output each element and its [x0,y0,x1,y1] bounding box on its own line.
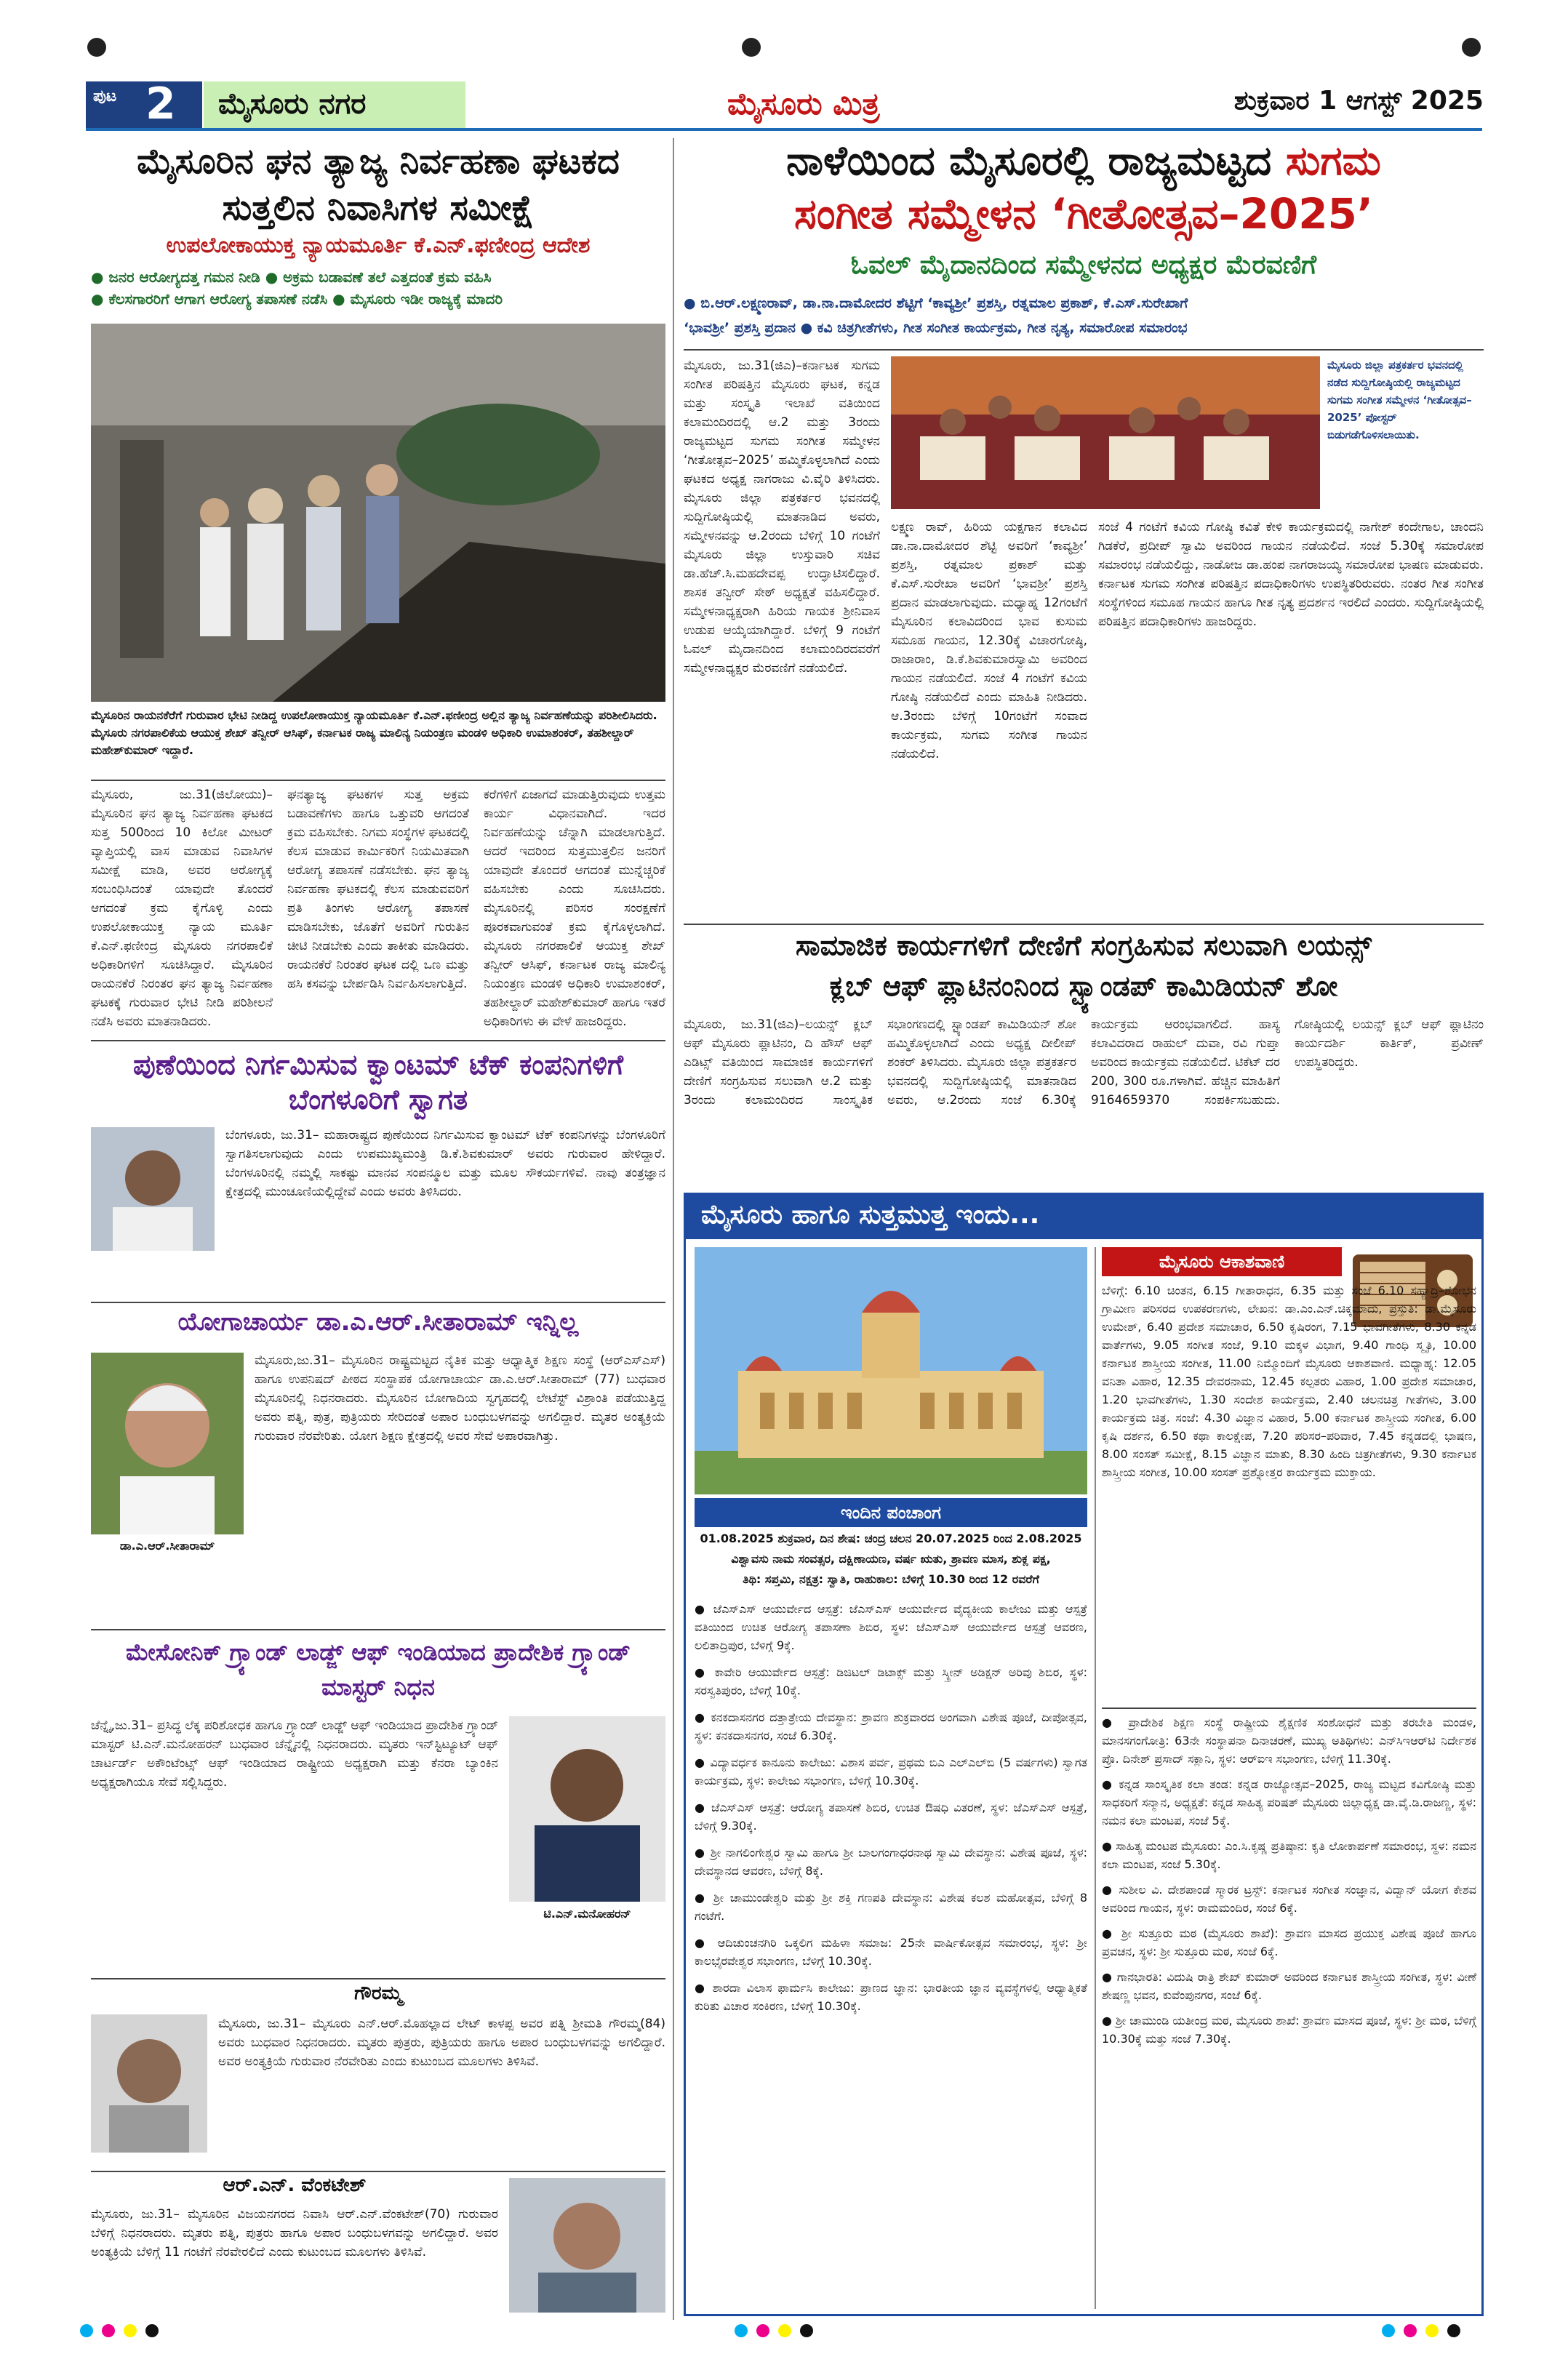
event-item: ● ಶ್ರೀ ನಾಗಲಿಂಗೇಶ್ವರ ಸ್ವಾಮಿ ಹಾಗೂ ಶ್ರೀ ಬಾಲಗಂಗಾಧರನಾಥ ಸ್ವಾಮಿ ದೇವಸ್ಥಾನ: ವಿಶೇಷ ಪೂಜೆ, ಸ್ಥಳ: ದೇವಸ್ಥಾನದ ಆವರಣ, ಬೆಳಿಗ್ಗೆ 8ಕ್ಕೆ. [695,1846,1087,1878]
panchanga-title: ಇಂದಿನ ಪಂಚಾಂಗ [695,1498,1087,1527]
color-bar [80,2324,204,2339]
divider [91,1629,665,1630]
divider [91,1302,665,1303]
lead-headline [684,137,1484,188]
divider [1095,1247,1096,2309]
waste-plant-illustration [91,324,665,702]
lead-headline-line2: ಸಂಗೀತ ಸಮ್ಮೇಳನ ‘ಗೀತೋತ್ಸವ–2025’ [794,189,1373,239]
story-column: ಘನತ್ಯಾಜ್ಯ ಘಟಕಗಳ ಸುತ್ತ ಅಕ್ರಮ ಬಡಾವಣೆಗಳು ಹಾಗೂ ಒತ್ತುವರಿ ಆಗದಂತೆ ಕ್ರಮ ವಹಿಸಬೇಕು. ನಿಗಮ ಸಂಸ್ಥೆಗಳ ಘಟಕದಲ್ಲಿ ಕೆಲಸ ಮಾಡುವ ಕಾರ್ಮಿಕರಿಗೆ ನಿಯಮಿತವಾಗಿ ಆರೋಗ್ಯ ತಪಾಸಣೆ ನಡೆಸಬೇಕು. ಘನ ತ್ಯಾಜ್ಯ ನಿರ್ವಹಣಾ ಘಟಕದಲ್ಲಿ ಕೆಲಸ ಮಾಡುವವರಿಗೆ ಪ್ರತಿ ತಿಂಗಳು ಆರೋಗ್ಯ ತಪಾಸಣೆ ಮಾಡಿಸಬೇಕು, ಜೊತೆಗೆ ಅವರಿಗೆ ಗುರುತಿನ ಚೀಟಿ ನೀಡಬೇಕು ಎಂದು ತಾಕೀತು ಮಾಡಿದರು. ರಾಯನಕೆರೆ ನಿರಂತರ ಘಟಕ ದಲ್ಲಿ ಒಣ ಮತ್ತು ಹಸಿ ಕಸವನ್ನು ಬೇರ್ಪಡಿಸಿ ನಿರ್ವಹಿಸಲಾಗುತ್ತಿದೆ. [287,788,469,991]
story-headline: ಯೋಗಾಚಾರ್ಯ ಡಾ.ಎ.ಆರ್.ಸೀತಾರಾಮ್ ಇನ್ನಿಲ್ಲ [177,1308,579,1337]
obituary-body: ಮೈಸೂರು, ಜು.31– ಮೈಸೂರಿನ ವಿಜಯನಗರದ ನಿವಾಸಿ ಆರ್.ಎನ್.ವೆಂಕಟೇಶ್(70) ಗುರುವಾರ ಬೆಳಿಗ್ಗೆ ನಿಧನರಾದರು. ಮೃತರು ಪತ್ನಿ, ಪುತ್ರರು ಹಾಗೂ ಅಪಾರ ಬಂಧುಬಳಗವನ್ನು ಅಗಲಿದ್ದಾರೆ. ಅವರ ಅಂತ್ಯಕ್ರಿಯೆ ಬೆಳಿಗ್ಗೆ 11 ಗಂಟೆಗೆ ನೆರವೇರಲಿದೆ ಎಂದು ಕುಟುಂಬದ ಮೂಲಗಳು ತಿಳಿಸಿವೆ. [91,2207,498,2259]
event-item: ● ಜೆಎಸ್‌ಎಸ್ ಆಸ್ಪತ್ರೆ: ಆರೋಗ್ಯ ತಪಾಸಣೆ ಶಿಬಿರ, ಉಚಿತ ಔಷಧಿ ವಿತರಣೆ, ಸ್ಥಳ: ಜೆಎಸ್‌ಎಸ್ ಆಸ್ಪತ್ರೆ, ಬೆಳಿಗ್ಗೆ 9.30ಕ್ಕೆ. [695,1801,1087,1833]
obituary-name: ಆರ್.ಎನ್. ವೆಂಕಟೇಶ್ [223,2174,367,2196]
story-subhead: ಉಪಲೋಕಾಯುಕ್ತ ನ್ಯಾಯಮೂರ್ತಿ ಕೆ.ಎನ್.ಫಣೀಂದ್ರ ಆದೇಶ [166,233,591,258]
divider [684,924,1484,925]
lead-bullets [684,291,1484,346]
issue-date: ಶುಕ್ರವಾರ 1 ಆಗಸ್ಟ್ 2025 [1233,86,1484,116]
event-item: ● ಸುಶೀಲ ವಿ. ದೇಶಪಾಂಡೆ ಸ್ಮಾರಕ ಟ್ರಸ್ಟ್: ಕರ್ನಾಟಕ ಸಂಗೀತ ಸಂಜ್ಞಾನ, ವಿದ್ವಾನ್ ಯೋಗ ಕೇಶವ ಅವರಿಂದ ಗಾಯನ, ಸ್ಥಳ: ರಾಮಮಂದಿರ, ಸಂಜೆ 6ಕ್ಕೆ. [1102,1883,1476,1915]
event-item: ● ಶಾರದಾ ವಿಲಾಸ ಫಾರ್ಮಸಿ ಕಾಲೇಜು: ಪ್ರಾಣದ ಜ್ಞಾನ: ಭಾರತೀಯ ಜ್ಞಾನ ವ್ಯವಸ್ಥೆಗಳಲ್ಲಿ ಆಧ್ಯಾತ್ಮಿಕತೆ ಕುರಿತು ವಿಚಾರ ಸಂಕಿರಣ, ಬೆಳಿಗ್ಗೆ 10.30ಕ್ಕೆ. [695,1981,1087,2013]
story-column: ಸಂಜೆ 4 ಗಂಟೆಗೆ ಕವಿಯ ಗೋಷ್ಠಿ ಕವಿತೆ ಕೇಳಿ ಕಾರ್ಯಕ್ರಮದಲ್ಲಿ ನಾಗೇಶ್ ಕಂದೇಗಾಲ, ಚಾಂದನಿ ಗಿಡಕೆರೆ, ಪ್ರದೀಪ್ ಸ್ವಾಮಿ ಅವರಿಂದ ಗಾಯನ ನಡೆಯಲಿದೆ. ಸಂಜೆ 5.30ಕ್ಕೆ ಸಮಾರೋಪ ಸಮಾರಂಭ ನಡೆಯಲಿದ್ದು, ನಾಡೋಜ ಡಾ.ಹಂಪ ನಾಗರಾಜಯ್ಯ ಸಮಾರೋಪ ಭಾಷಣ ಮಾಡುವರು. ಕರ್ನಾಟಕ ಸುಗಮ ಸಂಗೀತ ಪರಿಷತ್ತಿನ ಪದಾಧಿಕಾರಿಗಳು ಉಪಸ್ಥಿತರಿರುವರು. ನಂತರ ಗೀತ ಸಂಗೀತ ಸಂಸ್ಥೆಗಳಿಂದ ಸಮೂಹ ಗಾಯನ ಹಾಗೂ ಗೀತ ನೃತ್ಯ ಪ್ರದರ್ಶನ ಇರಲಿದೆ ಎಂದರು. ಸುದ್ದಿಗೋಷ್ಠಿಯಲ್ಲಿ ಪರಿಷತ್ತಿನ ಪದಾಧಿಕಾರಿಗಳು ಹಾಜರಿದ್ದರು. [1098,520,1484,629]
divider [91,1040,665,1041]
story-body: ಚೆನ್ನೈ,ಜು.31– ಪ್ರಸಿದ್ಧ ಲೆಕ್ಕ ಪರಿಶೋಧಕ ಹಾಗೂ ಗ್ರ್ಯಾಂಡ್ ಲಾಡ್ಜ್ ಆಫ್ ಇಂಡಿಯಾದ ಪ್ರಾದೇಶಿಕ ಗ್ರ್ಯಾಂಡ್ ಮಾಸ್ಟರ್ ಟಿ.ಎನ್.ಮನೋಹರನ್ ಬುಧವಾರ ಚೆನ್ನೈನಲ್ಲಿ ನಿಧನರಾದರು. ಮೃತರು ಇನ್‌ಸ್ಟಿಟ್ಯೂಟ್ ಆಫ್ ಚಾರ್ಟರ್ಡ್ ಅಕೌಂಟೆಂಟ್ಸ್ ಆಫ್ ಇಂಡಿಯಾದ ರಾಷ್ಟ್ರೀಯ ಅಧ್ಯಕ್ಷರಾಗಿ ಮತ್ತು ಕೆನರಾ ಬ್ಯಾಂಕಿನ ಅಧ್ಯಕ್ಷರಾಗಿಯೂ ಸೇವೆ ಸಲ್ಲಿಸಿದ್ದರು. [91,1718,498,1790]
event-item: ● ಸಾಹಿತ್ಯ ಮಂಟಪ ಮೈಸೂರು: ಎಂ.ಸಿ.ಕೃಷ್ಣ ಪ್ರತಿಷ್ಠಾನ: ಕೃತಿ ಲೋಕಾರ್ಪಣೆ ಸಮಾರಂಭ, ಸ್ಥಳ: ನಮನ ಕಲಾ ಮಂಟಪ, ಸಂಜೆ 5.30ಕ್ಕೆ. [1102,1839,1476,1871]
today-title: ಮೈಸೂರು ಹಾಗೂ ಸುತ್ತಮುತ್ತ ಇಂದು... [684,1193,1484,1239]
waste-plant-photo [91,324,665,702]
divider [91,2171,665,2172]
event-item: ● ಆದಿಚುಂಚನಗಿರಿ ಒಕ್ಕಲಿಗ ಮಹಿಳಾ ಸಮಾಜ: 25ನೇ ವಾರ್ಷಿಕೋತ್ಸವ ಸಮಾರಂಭ, ಸ್ಥಳ: ಶ್ರೀ ಕಾಲಭೈರವೇಶ್ವರ ಸಭಾಂಗಣ, ಬೆಳಿಗ್ಗೆ 10.30ಕ್ಕೆ. [695,1936,1087,1968]
story-column: ಲಕ್ಷ್ಮಣ ರಾವ್, ಹಿರಿಯ ಯಕ್ಷಗಾನ ಕಲಾವಿದ ಡಾ.ನಾ.ದಾಮೋದರ ಶೆಟ್ಟಿ ಅವರಿಗೆ ‘ಕಾವ್ಯಶ್ರೀ’ ಪ್ರಶಸ್ತಿ, ರತ್ನಮಾಲ ಪ್ರಕಾಶ್ ಮತ್ತು ಕೆ.ಎಸ್.ಸುರೇಖಾ ಅವರಿಗೆ ‘ಭಾವಶ್ರೀ’ ಪ್ರಶಸ್ತಿ ಪ್ರದಾನ ಮಾಡಲಾಗುವುದು. ಮಧ್ಯಾಹ್ನ 12ಗಂಟೆಗೆ ಮೈಸೂರಿನ ಕಲಾವಿದರಿಂದ ಭಾವ ಕುಸುಮ ಸಮೂಹ ಗಾಯನ, 12.30ಕ್ಕೆ ವಿಚಾರಗೋಷ್ಠಿ, ರಾಜಾರಾಂ, ಡಿ.ಕೆ.ಶಿವಕುಮಾರಸ್ವಾಮಿ ಅವರಿಂದ ಗಾಯನ ನಡೆಯಲಿದೆ. ಸಂಜೆ 4 ಗಂಟೆಗೆ ಕವಿಯ ಗೋಷ್ಠಿ ನಡೆಯಲಿದೆ ಎಂದು ಮಾಹಿತಿ ನೀಡಿದರು. ಆ.3ರಂದು ಬೆಳಿಗ್ಗೆ 10ಗಂಟೆಗೆ ಸಂವಾದ ಕಾರ್ಯಕ್ರಮ, ಸುಗಮ ಸಂಗೀತ ಗಾಯನ ನಡೆಯಲಿದೆ. [891,520,1087,761]
events-list-right [1102,1713,1476,2310]
page-number: 2 [145,79,176,129]
event-item: ● ಶ್ರೀ ಚಾಮುಂಡೇಶ್ವರಿ ಮತ್ತು ಶ್ರೀ ಶಕ್ತಿ ಗಣಪತಿ ದೇವಸ್ಥಾನ: ವಿಶೇಷ ಕಲಶ ಮಹೋತ್ಸವ, ಬೆಳಿಗ್ಗೆ 8 ಗಂಟೆಗೆ. [695,1891,1087,1923]
bullet-line: ‘ಭಾವಶ್ರೀ’ ಪ್ರಶಸ್ತಿ ಪ್ರದಾನ ● ಕವಿ ಚಿತ್ರಗೀತೆಗಳು, ಗೀತ ಸಂಗೀತ ಕಾರ್ಯಕ್ರಮ, ಗೀತ ನೃತ್ಯ, ಸಮಾರೋಪ ಸಮಾರಂಭ [684,320,1188,336]
divider [91,1978,665,1979]
event-item: ● ಕನಕದಾಸನಗರ ದತ್ತಾತ್ರೇಯ ದೇವಸ್ಥಾನ: ಶ್ರಾವಣ ಶುಕ್ರವಾರದ ಅಂಗವಾಗಿ ವಿಶೇಷ ಪೂಜೆ, ದೀಪೋತ್ಸವ, ಸ್ಥಳ: ಕನಕದಾಸನಗರ, ಸಂಜೆ 6.30ಕ್ಕೆ. [695,1710,1087,1742]
dk-shivakumar-photo [91,1127,215,1251]
photo-caption: ಟಿ.ಎನ್.ಮನೋಹರನ್ [543,1907,631,1921]
portrait-illustration [91,1353,244,1534]
photo-caption: ಮೈಸೂರಿನ ರಾಯನಕೆರೆಗೆ ಗುರುವಾರ ಭೇಟಿ ನೀಡಿದ್ದ ಉಪಲೋಕಾಯುಕ್ತ ನ್ಯಾಯಮೂರ್ತಿ ಕೆ.ಎನ್.ಫಣೀಂದ್ರ ಅಲ್ಲಿನ ತ್ಯಾಜ್ಯ ನಿರ್ವಹಣೆಯನ್ನು ಪರಿಶೀಲಿಸಿದರು. ಮೈಸೂರು ನಗರಪಾಲಿಕೆಯ ಆಯುಕ್ತ ಶೇಖ್ ತನ್ವೀರ್ ಆಸಿಫ್, ಕರ್ನಾಟಕ ರಾಜ್ಯ ಮಾಲಿನ್ಯ ನಿಯಂತ್ರಣ ಮಂಡಳಿ ಅಧಿಕಾರಿ ಉಮಾಶಂಕರ್, ತಹಶೀಲ್ದಾರ್ ಮಹೇಶ್‌ಕುಮಾರ್ ಇದ್ದಾರೆ. [91,708,657,757]
photo-caption: ಮೈಸೂರು ಜಿಲ್ಲಾ ಪತ್ರಕರ್ತರ ಭವನದಲ್ಲಿ ನಡೆದ ಸುದ್ದಿಗೋಷ್ಠಿಯಲ್ಲಿ ರಾಜ್ಯಮಟ್ಟದ ಸುಗಮ ಸಂಗೀತ ಸಮ್ಮೇಳನ ‘ಗೀತೋತ್ಸವ–2025’ ಪೋಸ್ಟರ್ ಬಿಡುಗಡೆಗೊಳಿಸಲಾಯಿತು. [1327,359,1472,441]
event-item: ● ವಿದ್ಯಾವರ್ಧಕ ಕಾನೂನು ಕಾಲೇಜು: ವಿಶಾಸ ಪರ್ವ, ಪ್ರಥಮ ಬಿಎ ಎಲ್‌ಎಲ್‌ಬಿ (5 ವರ್ಷಗಳು) ಸ್ವಾಗತ ಕಾರ್ಯಕ್ರಮ, ಸ್ಥಳ: ಕಾಲೇಜು ಸಭಾಂಗಣ, ಬೆಳಿಗ್ಗೆ 10.30ಕ್ಕೆ. [695,1756,1087,1787]
page-number-badge [86,81,202,128]
obituary-body: ಮೈಸೂರು, ಜು.31– ಮೈಸೂರು ಎನ್.ಆರ್.ಮೊಹಲ್ಲಾದ ಲೇಟ್ ಕಾಳಪ್ಪ ಅವರ ಪತ್ನಿ ಶ್ರೀಮತಿ ಗೌರಮ್ಮ(84) ಅವರು ಬುಧವಾರ ನಿಧನರಾದರು. ಮೃತರು ಪುತ್ರರು, ಪುತ್ರಿಯರು ಹಾಗೂ ಅಪಾರ ಬಂಧುಬಳಗವನ್ನು ಅಗಲಿದ್ದಾರೆ. ಅವರ ಅಂತ್ಯಕ್ರಿಯೆ ಗುರುವಾರ ನೆರವೇರಿತು ಎಂದು ಕುಟುಂಬದ ಮೂಲಗಳು ತಿಳಿಸಿವೆ. [218,2017,665,2069]
photo-caption: ಡಾ.ಎ.ಆರ್.ಸೀತಾರಾಮ್ [119,1539,215,1553]
portrait-illustration [91,2014,207,2153]
obituary-name: ಗೌರಮ್ಮ [354,1982,402,2004]
manoharan-photo [509,1716,665,1902]
story-headline: ಸಾಮಾಜಿಕ ಕಾರ್ಯಗಳಿಗೆ ದೇಣಿಗೆ ಸಂಗ್ರಹಿಸುವ ಸಲುವಾಗಿ ಲಯನ್ಸ್ [796,929,1372,961]
venkatesh-photo [509,2178,665,2313]
event-item: ● ಜೆಎಸ್‌ಎಸ್ ಆಯುರ್ವೇದ ಆಸ್ಪತ್ರೆ: ಜೆಎಸ್‌ಎಸ್ ಆಯುರ್ವೇದ ವೈದ್ಯಕೀಯ ಕಾಲೇಜು ಮತ್ತು ಆಸ್ಪತ್ರೆ ವತಿಯಿಂದ ಉಚಿತ ಆರೋಗ್ಯ ತಪಾಸಣಾ ಶಿಬಿರ, ಸ್ಥಳ: ಜೆಎಸ್‌ಎಸ್ ಆಯುರ್ವೇದ ಆಸ್ಪತ್ರೆ ಆವರಣ, ಲಲಿತಾದ್ರಿಪುರ, ಬೆಳಿಗ್ಗೆ 9ಕ್ಕೆ. [695,1602,1087,1652]
section-title: ಮೈಸೂರು ನಗರ [204,81,465,128]
story-headline: ಮೈಸೂರಿನ ಘನ ತ್ಯಾಜ್ಯ ನಿರ್ವಹಣಾ ಘಟಕದ ಸುತ್ತಲಿನ ನಿವಾಸಿಗಳ ಸಮೀಕ್ಷೆ [137,141,620,228]
gouramma-photo [91,2014,207,2153]
story-headline: ಮೇಸೋನಿಕ್ ಗ್ರ್ಯಾಂಡ್ ಲಾಡ್ಜ್ ಆಫ್ ಇಂಡಿಯಾದ ಪ್ರಾದೇಶಿಕ ಗ್ರ್ಯಾಂಡ್ ಮಾಸ್ಟರ್ ನಿಧನ [125,1638,631,1701]
poster-release-photo [891,356,1320,509]
story-body: ಮೈಸೂರು,ಜು.31– ಮೈಸೂರಿನ ರಾಷ್ಟ್ರಮಟ್ಟದ ನೈತಿಕ ಮತ್ತು ಆಧ್ಯಾತ್ಮಿಕ ಶಿಕ್ಷಣ ಸಂಸ್ಥೆ (ಆರ್‌ಎಸ್‌ಎಸ್) ಹಾಗೂ ಉಪನಿಷದ್ ಪೀಠದ ಸಂಸ್ಥಾಪಕ ಯೋಗಾಚಾರ್ಯ ಡಾ.ಎ.ಆರ್.ಸೀತಾರಾಮ್ (77) ಬುಧವಾರ ಮೈಸೂರಿನಲ್ಲಿ ನಿಧನರಾದರು. ಮೈಸೂರಿನ ಬೋಗಾದಿಯ ಸ್ವಗೃಹದಲ್ಲಿ ಲೇಟೆಸ್ಟ್ ವಿಶ್ರಾಂತಿ ಪಡೆಯುತ್ತಿದ್ದ ಅವರು ಪತ್ನಿ, ಪುತ್ರ, ಪುತ್ರಿಯರು ಸೇರಿದಂತೆ ಅಪಾರ ಬಂಧುಬಳಗವನ್ನು ಅಗಲಿದ್ದಾರೆ. ಮೃತರ ಅಂತ್ಯಕ್ರಿಯೆ ಗುರುವಾರ ನೆರವೇರಿತು. ಯೋಗ ಶಿಕ್ಷಣ ಕ್ಷೇತ್ರದಲ್ಲಿ ಅವರ ಸೇವೆ ಅಪಾರವಾಗಿತ್ತು. [255,1353,665,1444]
portrait-illustration [509,1716,665,1902]
event-item: ● ಶ್ರೀ ಚಾಮುಂಡಿ ಯತೀಂದ್ರ ಮಠ, ಮೈಸೂರು ಶಾಖೆ: ಶ್ರಾವಣ ಮಾಸದ ಪೂಜೆ, ಸ್ಥಳ: ಶ್ರೀ ಮಠ, ಬೆಳಿಗ್ಗೆ 10.30ಕ್ಕೆ ಮತ್ತು ಸಂಜೆ 7.30ಕ್ಕೆ. [1102,2014,1476,2046]
lead-headline-black: ನಾಳೆಯಿಂದ ಮೈಸೂರಲ್ಲಿ ರಾಜ್ಯಮಟ್ಟದ [786,137,1286,185]
color-bar [735,2324,858,2339]
registration-mark [742,38,761,57]
divider [673,138,674,2320]
registration-mark [1462,38,1481,57]
story-column: ಮೈಸೂರು, ಜು.31(ಜಿಲೋಯು)– ಮೈಸೂರಿನ ಘನ ತ್ಯಾಜ್ಯ ನಿರ್ವಹಣಾ ಘಟಕದ ಸುತ್ತ 500ರಿಂದ 10 ಕಿಲೋ ಮೀಟರ್ ವ್ಯಾಪ್ತಿಯಲ್ಲಿ ವಾಸ ಮಾಡುವ ನಿವಾಸಿಗಳ ಸಮೀಕ್ಷೆ ಮಾಡಿ, ಅವರ ಆರೋಗ್ಯಕ್ಕೆ ಸಂಬಂಧಿಸಿದಂತೆ ಯಾವುದೇ ತೊಂದರೆ ಆಗದಂತೆ ಕ್ರಮ ಕೈಗೊಳ್ಳಿ ಎಂದು ಉಪಲೋಕಾಯುಕ್ತ ನ್ಯಾಯ ಮೂರ್ತಿ ಕೆ.ಎನ್.ಫಣೀಂದ್ರ ಮೈಸೂರು ನಗರಪಾಲಿಕೆ ಅಧಿಕಾರಿಗಳಿಗೆ ಸೂಚಿಸಿದ್ದಾರೆ. ಮೈಸೂರಿನ ರಾಯನಕೆರೆ ನಿರಂತರ ಘನ ತ್ಯಾಜ್ಯ ನಿರ್ವಹಣಾ ಘಟಕಕ್ಕೆ ಗುರುವಾರ ಭೇಟಿ ನೀಡಿ ಪರಿಶೀಲನೆ ನಡೆಸಿ ಅವರು ಮಾತನಾಡಿದರು. [91,788,273,1029]
event-item: ● ಕಾವೇರಿ ಆಯುರ್ವೇದ ಆಸ್ಪತ್ರೆ: ಡಿಜಿಟಲ್ ಡಿಟಾಕ್ಸ್ ಮತ್ತು ಸ್ಕ್ರೀನ್ ಅಡಿಕ್ಷನ್ ಅರಿವು ಶಿಬಿರ, ಸ್ಥಳ: ಸರಸ್ವತಿಪುರಂ, ಬೆಳಿಗ್ಗೆ 10ಕ್ಕೆ. [695,1665,1087,1697]
story-body: ಬೆಂಗಳೂರು, ಜು.31– ಮಹಾರಾಷ್ಟ್ರದ ಪುಣೆಯಿಂದ ನಿರ್ಗಮಿಸುವ ಕ್ವಾಂಟಮ್ ಟೆಕ್ ಕಂಪನಿಗಳನ್ನು ಬೆಂಗಳೂರಿಗೆ ಸ್ವಾಗತಿಸಲಾಗುವುದು ಎಂದು ಉಪಮುಖ್ಯಮಂತ್ರಿ ಡಿ.ಕೆ.ಶಿವಕುಮಾರ್ ಅವರು ಗುರುವಾರ ಹೇಳಿದ್ದಾರೆ. ಬೆಂಗಳೂರಿನಲ್ಲಿ ನಮ್ಮಲ್ಲಿ ಸಾಕಷ್ಟು ಮಾನವ ಸಂಪನ್ಮೂಲ ಮತ್ತು ಮೂಲ ಸೌಕರ್ಯಗಳಿವೆ. ನಾವು ತಂತ್ರಜ್ಞಾನ ಕ್ಷೇತ್ರದಲ್ಲಿ ಮುಂಚೂಣಿಯಲ್ಲಿದ್ದೇವೆ ಎಂದು ಅವರು ತಿಳಿಸಿದರು. [225,1128,665,1199]
divider [1102,1708,1476,1709]
panchanga-line: 01.08.2025 ಶುಕ್ರವಾರ, ದಿನ ಶೇಷ: ಚಂದ್ರ ಚಲನ 20.07.2025 ರಿಂದ 2.08.2025 [700,1532,1082,1545]
story-headline: ಕ್ಲಬ್ ಆಫ್ ಪ್ಲಾಟಿನಂನಿಂದ ಸ್ಟ್ಯಾಂಡಪ್ ಕಾಮಿಡಿಯನ್ ಶೋ [829,970,1338,1002]
mysore-palace-image [695,1247,1087,1494]
event-item: ● ಶ್ರೀ ಸುತ್ತೂರು ಮಠ (ಮೈಸೂರು ಶಾಖೆ): ಶ್ರಾವಣ ಮಾಸದ ಪ್ರಯುಕ್ತ ವಿಶೇಷ ಪೂಜೆ ಹಾಗೂ ಪ್ರವಚನ, ಸ್ಥಳ: ಶ್ರೀ ಸುತ್ತೂರು ಮಠ, ಸಂಜೆ 6ಕ್ಕೆ. [1102,1926,1476,1958]
bullet-line: ● ಬಿ.ಆರ್.ಲಕ್ಷ್ಮಣರಾವ್, ಡಾ.ನಾ.ದಾಮೋದರ ಶೆಟ್ಟಿಗೆ ‘ಕಾವ್ಯಶ್ರೀ’ ಪ್ರಶಸ್ತಿ, ರತ್ನಮಾಲ ಪ್ರಕಾಶ್, ಕೆ.ಎಸ್.ಸುರೇಖಾಗೆ [684,295,1188,311]
portrait-illustration [91,1127,215,1251]
page-label: ಪುಟ [93,87,117,105]
sitaram-photo [91,1353,244,1534]
panchanga-line: ತಿಥಿ: ಸಪ್ತಮಿ, ನಕ್ಷತ್ರ: ಸ್ವಾತಿ, ರಾಹುಕಾಲ: ಬೆಳಿಗ್ಗೆ 10.30 ರಿಂದ 12 ರವರೆಗೆ [743,1572,1039,1586]
story-headline: ಪುಣೆಯಿಂದ ನಿರ್ಗಮಿಸುವ ಕ್ವಾಂಟಮ್ ಟೆಕ್ ಕಂಪನಿಗಳಿಗೆ ಬೆಂಗಳೂರಿಗೆ ಸ್ವಾಗತ [132,1049,624,1116]
divider [684,349,1484,351]
radio-schedule: ಬೆಳಿಗ್ಗೆ: 6.10 ಚಿಂತನ, 6.15 ಗೀತಾರಾಧನ, 6.35 ಮತ್ತು ಸಂಜೆ 6.10 ಸಹ್ಯಾದ್ರಿ–ಶೋಭನ ಗ್ರಾಮೀಣ ಪರಿಸರದ ಉಪಕರಣಗಳು, ಲೇಖನ: ಡಾ.ಎಂ.ಎನ್.ಚಿಕ್ಕಮಾದು, ಪ್ರಸ್ತುತಿ: ಡಾ.ಮೈಸೂರು ಉಮೇಶ್, 6.40 ಪ್ರದೇಶ ಸಮಾಚಾರ, 6.50 ಕೃಷಿರಂಗ, 7.15 ಭಾವಗೀತೆಗಳು, 8.30 ಕನ್ನಡ ವಾರ್ತೆಗಳು, 9.05 ಸಂಗೀತ ಸಂಜೆ, 9.10 ಮಕ್ಕಳ ವಿಭಾಗ, 9.40 ಗಾಂಧಿ ಸ್ಮೃತಿ, 10.00 ಕರ್ನಾಟಕ ಶಾಸ್ತ್ರೀಯ ಸಂಗೀತ, 11.00 ನಿಮ್ಮೊಂದಿಗೆ ಮೈಸೂರು ಆಕಾಶವಾಣಿ. ಮಧ್ಯಾಹ್ನ: 12.05 ವನಿತಾ ವಿಹಾರ, 12.35 ದೇವರನಾಮ, 12.45 ಕಲ್ಪತರು ವಿಹಾರ, 1.00 ಪ್ರದೇಶ ಸಮಾಚಾರ, 1.20 ಭಾವಗೀತೆಗಳು, 1.30 ಸಂದೇಶ ಕಾರ್ಯಕ್ರಮ, 2.40 ಚಲನಚಿತ್ರ ಗೀತೆಗಳು, 3.00 ಕಾರ್ಯಕ್ರಮ ಚಿತ್ರ. ಸಂಜೆ: 4.30 ವಿಜ್ಞಾನ ವಿಹಾರ, 5.00 ಕರ್ನಾಟಕ ಶಾಸ್ತ್ರೀಯ ಸಂಗೀತ, 6.00 ಕೃಷಿ ದರ್ಶನ, 6.50 ಕಥಾ ಕಾಲಕ್ಷೇಪ, 7.20 ಪರಿಸರ–ಪರಿವಾರ, 7.45 ಕನ್ನಡದಲ್ಲಿ ಭಾಷಣ, 8.00 ಸಂಸತ್ ಸಮೀಕ್ಷೆ, 8.15 ವಿಜ್ಞಾನ ಮಾತು, 8.30 ಹಿಂದಿ ಚಿತ್ರಗೀತೆಗಳು, 9.30 ಕರ್ನಾಟಕ ಶಾಸ್ತ್ರೀಯ ಸಂಗೀತ, 10.00 ಸಂಸತ್ ಪ್ರಶ್ನೋತ್ತರ ಕಾರ್ಯಕ್ರಮ ಮುಕ್ತಾಯ. [1102,1284,1476,1479]
divider [91,780,665,781]
events-list-left [695,1600,1087,2309]
color-bar [1382,2324,1505,2339]
bullet-line: ● ಜನರ ಆರೋಗ್ಯದತ್ತ ಗಮನ ನೀಡಿ ● ಅಕ್ರಮ ಬಡಾವಣೆ ತಲೆ ಎತ್ತದಂತೆ ಕ್ರಮ ವಹಿಸಿ [91,268,492,286]
lead-subhead: ಓವಲ್ ಮೈದಾನದಿಂದ ಸಮ್ಮೇಳನದ ಅಧ್ಯಕ್ಷರ ಮೆರವಣಿಗೆ [850,250,1317,280]
portrait-illustration [509,2178,665,2313]
panchanga-line: ವಿಶ್ವಾವಸು ನಾಮ ಸಂವತ್ಸರ, ದಕ್ಷಿಣಾಯಣ, ವರ್ಷ ಋತು, ಶ್ರಾವಣ ಮಾಸ, ಶುಕ್ಲ ಪಕ್ಷ, [731,1552,1051,1566]
lead-headline-red: ಸುಗಮ [1285,137,1381,185]
story-column: ಕರೆಗಳಿಗೆ ಏಜಾಗದೆ ಮಾಡುತ್ತಿರುವುದು ಉತ್ತಮ ಕಾರ್ಯ ವಿಧಾನವಾಗಿದೆ. ಇದರ ನಿರ್ವಹಣೆಯನ್ನು ಚೆನ್ನಾಗಿ ಮಾಡಲಾಗುತ್ತಿದೆ. ಆದರೆ ಇದರಿಂದ ಸುತ್ತಮುತ್ತಲಿನ ಜನರಿಗೆ ಯಾವುದೇ ತೊಂದರೆ ಆಗದಂತೆ ಮುನ್ನೆಚ್ಚರಿಕೆ ವಹಿಸಬೇಕು ಎಂದು ಸೂಚಿಸಿದರು. ಮೈಸೂರಿನಲ್ಲಿ ಪರಿಸರ ಸಂರಕ್ಷಣೆಗೆ ಪೂರಕವಾಗುವಂತೆ ಕ್ರಮ ಕೈಗೊಳ್ಳಲಾಗಿದೆ. ಮೈಸೂರು ನಗರಪಾಲಿಕೆ ಆಯುಕ್ತ ಶೇಖ್ ತನ್ವೀರ್ ಆಸಿಫ್, ಕರ್ನಾಟಕ ರಾಜ್ಯ ಮಾಲಿನ್ಯ ನಿಯಂತ್ರಣ ಮಂಡಳಿ ಅಧಿಕಾರಿ ಉಮಾಶಂಕರ್, ತಹಶೀಲ್ದಾರ್ ಮಹೇಶ್‌ಕುಮಾರ್ ಹಾಗೂ ಇತರೆ ಅಧಿಕಾರಿಗಳು ಈ ವೇಳೆ ಹಾಜರಿದ್ದರು. [484,788,665,1029]
bullet-line: ● ಕೆಲಸಗಾರರಿಗೆ ಆಗಾಗ ಆರೋಗ್ಯ ತಪಾಸಣೆ ನಡೆಸಿ ● ಮೈಸೂರು ಇಡೀ ರಾಜ್ಯಕ್ಕೆ ಮಾದರಿ [91,290,503,308]
event-item: ● ಗಾನಭಾರತಿ: ವಿದುಷಿ ರಾತ್ರಿ ಶೇಖ್ ಕುಮಾರ್ ಅವರಿಂದ ಕರ್ನಾಟಕ ಶಾಸ್ತ್ರೀಯ ಸಂಗೀತ, ಸ್ಥಳ: ವೀಣೆ ಶೇಷಣ್ಣ ಭವನ, ಕುವೆಂಪುನಗರ, ಸಂಜೆ 6ಕ್ಕೆ. [1102,1970,1476,2002]
story-body: ಮೈಸೂರು, ಜು.31(ಜಿಎ)–ಲಯನ್ಸ್ ಕ್ಲಬ್ ಆಫ್ ಮೈಸೂರು ಪ್ಲಾಟಿನಂ, ದಿ ಹೌಸ್ ಆಫ್ ಎಡಿಟ್ಸ್ ವತಿಯಿಂದ ಸಾಮಾಜಿಕ ಕಾರ್ಯಗಳಿಗೆ ದೇಣಿಗೆ ಸಂಗ್ರಹಿಸುವ ಸಲುವಾಗಿ ಆ.2 ಮತ್ತು 3ರಂದು ಕಲಾಮಂದಿರದ ಸಾಂಸ್ಕೃತಿಕ ಸಭಾಂಗಣದಲ್ಲಿ ಸ್ಟ್ಯಾಂಡಪ್ ಕಾಮಿಡಿಯನ್ ಶೋ ಹಮ್ಮಿಕೊಳ್ಳಲಾಗಿದೆ ಎಂದು ಅಧ್ಯಕ್ಷ ದೀಲೀಪ್ ಶಂಕರ್ ತಿಳಿಸಿದರು. ಮೈಸೂರು ಜಿಲ್ಲಾ ಪತ್ರಕರ್ತರ ಭವನದಲ್ಲಿ ಸುದ್ದಿಗೋಷ್ಠಿಯಲ್ಲಿ ಮಾತನಾಡಿದ ಅವರು, ಆ.2ರಂದು ಸಂಜೆ 6.30ಕ್ಕೆ ಕಾರ್ಯಕ್ರಮ ಆರಂಭವಾಗಲಿದೆ. ಹಾಸ್ಯ ಕಲಾವಿದರಾದ ರಾಹುಲ್ ದುವಾ, ರವಿ ಗುಪ್ತಾ ಅವರಿಂದ ಕಾರ್ಯಕ್ರಮ ನಡೆಯಲಿದೆ. ಟಿಕೆಟ್ ದರ 200, 300 ರೂ.ಗಳಾಗಿವೆ. ಹೆಚ್ಚಿನ ಮಾಹಿತಿಗೆ 9164659370 ಸಂಪರ್ಕಿಸಬಹುದು. ಗೋಷ್ಠಿಯಲ್ಲಿ ಲಯನ್ಸ್ ಕ್ಲಬ್ ಆಫ್ ಪ್ಲಾಟಿನಂ ಕಾರ್ಯದರ್ಶಿ ಕಾರ್ತಿಕ್, ಪ್ರವೀಣ್ ಉಪಸ್ಥಿತರಿದ್ದರು. [684,1017,1484,1108]
event-item: ● ಪ್ರಾದೇಶಿಕ ಶಿಕ್ಷಣ ಸಂಸ್ಥೆ ರಾಷ್ಟ್ರೀಯ ಶೈಕ್ಷಣಿಕ ಸಂಶೋಧನೆ ಮತ್ತು ತರಬೇತಿ ಮಂಡಳಿ, ಮಾನಸಗಂಗೋತ್ರಿ: 63ನೇ ಸಂಸ್ಥಾಪನಾ ದಿನಾಚರಣೆ, ಮುಖ್ಯ ಅತಿಥಿಗಳು: ಎನ್‌ಸಿಇಆರ್‌ಟಿ ನಿರ್ದೇಶಕ ಪ್ರೊ. ದಿನೇಶ್ ಪ್ರಸಾದ್ ಸಕ್ಲಾನಿ, ಸ್ಥಳ: ಆರ್‌ಐಇ ಸಭಾಂಗಣ, ಬೆಳಿಗ್ಗೆ 11.30ಕ್ಕೆ. [1102,1716,1476,1766]
story-column: ಮೈಸೂರು, ಜು.31(ಜಿಎ)–ಕರ್ನಾಟಕ ಸುಗಮ ಸಂಗೀತ ಪರಿಷತ್ತಿನ ಮೈಸೂರು ಘಟಕ, ಕನ್ನಡ ಮತ್ತು ಸಂಸ್ಕೃತಿ ಇಲಾಖೆ ವತಿಯಿಂದ ಕಲಾಮಂದಿರದಲ್ಲಿ ಆ.2 ಮತ್ತು 3ರಂದು ರಾಜ್ಯಮಟ್ಟದ ಸುಗಮ ಸಂಗೀತ ಸಮ್ಮೇಳನ ‘ಗೀತೋತ್ಸವ–2025’ ಹಮ್ಮಿಕೊಳ್ಳಲಾಗಿದೆ ಎಂದು ಘಟಕದ ಅಧ್ಯಕ್ಷ ನಾಗರಾಜು ವಿ.ವೈರಿ ತಿಳಿಸಿದರು. ಮೈಸೂರು ಜಿಲ್ಲಾ ಪತ್ರಕರ್ತರ ಭವನದಲ್ಲಿ ಸುದ್ದಿಗೋಷ್ಠಿಯಲ್ಲಿ ಮಾತನಾಡಿದ ಅವರು, ಸಮ್ಮೇಳನವನ್ನು ಆ.2ರಂದು ಬೆಳಿಗ್ಗೆ 10 ಗಂಟೆಗೆ ಮೈಸೂರು ಜಿಲ್ಲಾ ಉಸ್ತುವಾರಿ ಸಚಿವ ಡಾ.ಹೆಚ್.ಸಿ.ಮಹದೇವಪ್ಪ ಉದ್ಘಾಟಿಸಲಿದ್ದಾರೆ. ಶಾಸಕ ತನ್ವೀರ್ ಸೇಠ್ ಅಧ್ಯಕ್ಷತೆ ವಹಿಸಲಿದ್ದಾರೆ. ಸಮ್ಮೇಳನಾಧ್ಯಕ್ಷರಾಗಿ ಹಿರಿಯ ಗಾಯಕ ಶ್ರೀನಿವಾಸ ಉಡುಪ ಆಯ್ಕೆಯಾಗಿದ್ದಾರೆ. ಬೆಳಿಗ್ಗೆ 9 ಗಂಟೆಗೆ ಓವಲ್ ಮೈದಾನದಿಂದ ಕಲಾಮಂದಿರದವರೆಗೆ ಸಮ್ಮೇಳನಾಧ್ಯಕ್ಷರ ಮೆರವಣಿಗೆ ನಡೆಯಲಿದೆ. [684,359,880,676]
radio-title: ಮೈಸೂರು ಆಕಾಶವಾಣಿ [1102,1247,1342,1276]
story-bullets [91,266,665,319]
registration-mark [87,38,106,57]
group-photo-illustration [891,356,1320,509]
newspaper-brand: ಮೈಸೂರು ಮಿತ್ರ [727,86,880,121]
palace-illustration [695,1247,1087,1494]
event-item: ● ಕನ್ನಡ ಸಾಂಸ್ಕೃತಿಕ ಕಲಾ ತಂಡ: ಕನ್ನಡ ರಾಜ್ಯೋತ್ಸವ–2025, ರಾಜ್ಯ ಮಟ್ಟದ ಕವಿಗೋಷ್ಠಿ ಮತ್ತು ಸಾಧಕರಿಗೆ ಸನ್ಮಾನ, ಅಧ್ಯಕ್ಷತೆ: ಕನ್ನಡ ಸಾಹಿತ್ಯ ಪರಿಷತ್ ಮೈಸೂರು ಜಿಲ್ಲಾಧ್ಯಕ್ಷ ಡಾ.ವೈ.ಡಿ.ರಾಜಣ್ಣ, ಸ್ಥಳ: ನಮನ ಕಲಾ ಮಂಟಪ, ಸಂಜೆ 5ಕ್ಕೆ. [1102,1777,1476,1827]
